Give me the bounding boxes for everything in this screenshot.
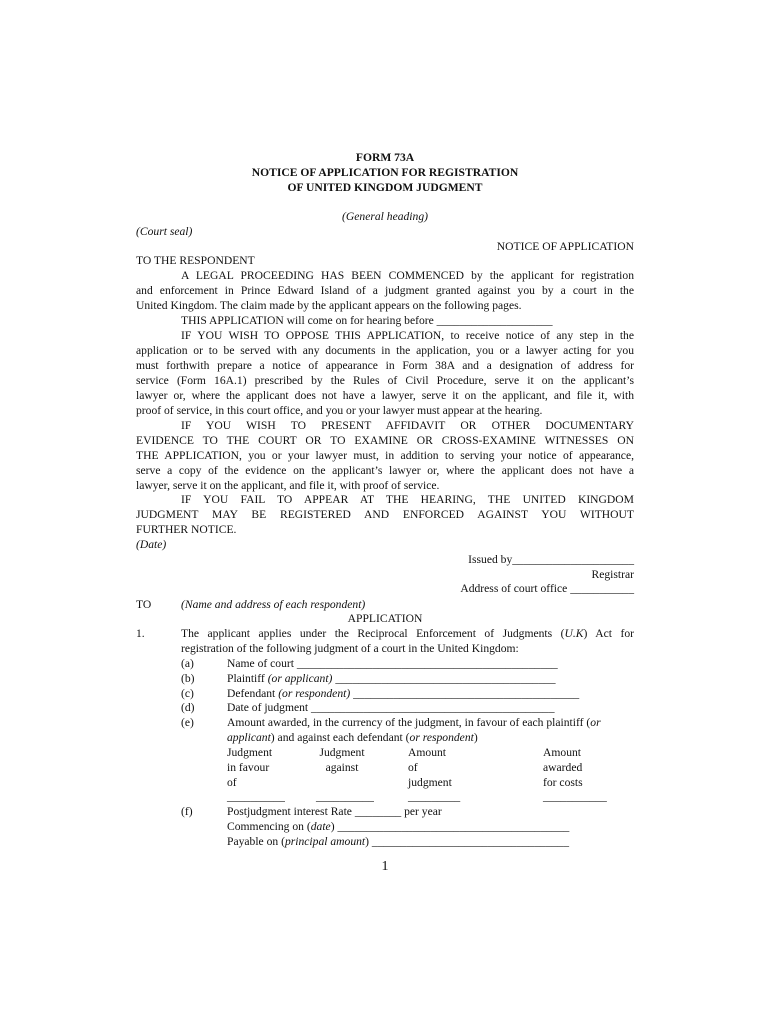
- hearing-line: THIS APPLICATION will come on for hearing before ____________________: [181, 314, 553, 327]
- amount-awarded-line-1: Amount awarded, in the currency of the judgment, in favour of each plaintiff (or: [227, 716, 601, 729]
- notice-of-application-heading: NOTICE OF APPLICATION: [496, 240, 634, 253]
- court-seal: (Court seal): [136, 225, 193, 238]
- application-heading: APPLICATION: [347, 612, 423, 625]
- paragraph-line: proof of service, in this court office, and you or your lawyer must appear at the hearing.: [136, 404, 543, 417]
- paragraph-line: service (Form 16A.1) prescribed by the Rules of Civil Procedure, serve it on the applicant’s: [136, 374, 634, 387]
- column-header-amount-for-costs: Amount awarded for costs: [543, 746, 583, 789]
- paragraph-line: must forthwith prepare a notice of appearance in Form 38A and a designation of address for: [136, 359, 634, 372]
- respondent-name-address: (Name and address of each respondent): [181, 598, 366, 611]
- issued-by-line: Issued by_____________________: [468, 553, 634, 566]
- paragraph-line: lawyer or, where the applicant does not have a lawyer, serve it on the applicant, and file it, with: [136, 389, 634, 402]
- paragraph-line: United Kingdom. The claim made by the applicant appears on the following pages.: [136, 299, 522, 312]
- payable-on-field: Payable on (principal amount) __________________________________: [227, 835, 570, 848]
- paragraph-line: THE APPLICATION, you or your lawyer must, in addition to serving your notice of appearance,: [136, 449, 634, 462]
- item-e-label: (e): [181, 716, 194, 729]
- general-heading: (General heading): [342, 210, 428, 223]
- paragraph-line: IF YOU WISH TO OPPOSE THIS APPLICATION, to receive notice of any step in the: [181, 329, 634, 342]
- amount-awarded-line-2: applicant) and against each defendant (or respondent): [227, 731, 478, 744]
- to-the-respondent: TO THE RESPONDENT: [136, 254, 255, 267]
- application-intro-line-1: The applicant applies under the Reciprocal Enforcement of Judgments (U.K) Act for: [181, 627, 635, 640]
- court-office-address-line: Address of court office ___________: [460, 582, 634, 595]
- item-a-label: (a): [181, 657, 194, 670]
- blank-in-favour: __________: [227, 790, 285, 803]
- column-header-judgment-against: Judgment against: [319, 746, 365, 774]
- paragraph-line: lawyer, serve it on the applicant, and file it, with proof of service.: [136, 479, 440, 492]
- blank-amount: _________: [408, 790, 461, 803]
- column-header-amount-of-judgment: Amount of judgment: [408, 746, 452, 789]
- to-label: TO: [136, 598, 152, 611]
- date-placeholder: (Date): [136, 538, 167, 551]
- item-b-label: (b): [181, 672, 195, 685]
- date-of-judgment-field: Date of judgment __________________________________________: [227, 701, 555, 714]
- paragraph-line: FURTHER NOTICE.: [136, 523, 237, 536]
- paragraph-line: EVIDENCE TO THE COURT OR TO EXAMINE OR CROSS-EXAMINE WITNESSES ON: [136, 434, 634, 447]
- form-title-line-1: NOTICE OF APPLICATION FOR REGISTRATION: [251, 166, 519, 179]
- paragraph-line: IF YOU FAIL TO APPEAR AT THE HEARING, THE UNITED KINGDOM: [181, 493, 634, 506]
- column-header-judgment-in-favour: Judgment in favour of: [227, 746, 273, 789]
- paragraph-line: IF YOU WISH TO PRESENT AFFIDAVIT OR OTHER DOCUMENTARY: [181, 419, 634, 432]
- item-number: 1.: [136, 627, 145, 640]
- blank-costs: ___________: [543, 790, 607, 803]
- registrar-label: Registrar: [591, 568, 634, 581]
- paragraph-line: and enforcement in Prince Edward Island of a judgment granted against you by a court in the: [136, 284, 634, 297]
- defendant-field: Defendant (or respondent) _______________________________________: [227, 687, 580, 700]
- commencing-on-field: Commencing on (date) ________________________________________: [227, 820, 570, 833]
- item-c-label: (c): [181, 687, 194, 700]
- paragraph-line: A LEGAL PROCEEDING HAS BEEN COMMENCED by the applicant for registration: [181, 269, 634, 282]
- plaintiff-field: Plaintiff (or applicant) ______________________________________: [227, 672, 556, 685]
- application-intro-line-2: registration of the following judgment of a court in the United Kingdom:: [181, 642, 519, 655]
- blank-against: __________: [316, 790, 374, 803]
- item-d-label: (d): [181, 701, 195, 714]
- paragraph-line: application or to be served with any documents in the application, you or a lawyer acting for you: [136, 344, 634, 357]
- interest-rate-field: Postjudgment interest Rate ________ per year: [227, 805, 442, 818]
- form-number: FORM 73A: [355, 151, 415, 164]
- page-number: 1: [381, 859, 389, 874]
- form-title-line-2: OF UNITED KINGDOM JUDGMENT: [287, 181, 483, 194]
- paragraph-line: serve a copy of the evidence on the applicant’s lawyer or, where the applicant does not have a: [136, 464, 634, 477]
- paragraph-line: JUDGMENT MAY BE REGISTERED AND ENFORCED AGAINST YOU WITHOUT: [136, 508, 634, 521]
- item-f-label: (f): [181, 805, 193, 818]
- name-of-court-field: Name of court _____________________________________________: [227, 657, 558, 670]
